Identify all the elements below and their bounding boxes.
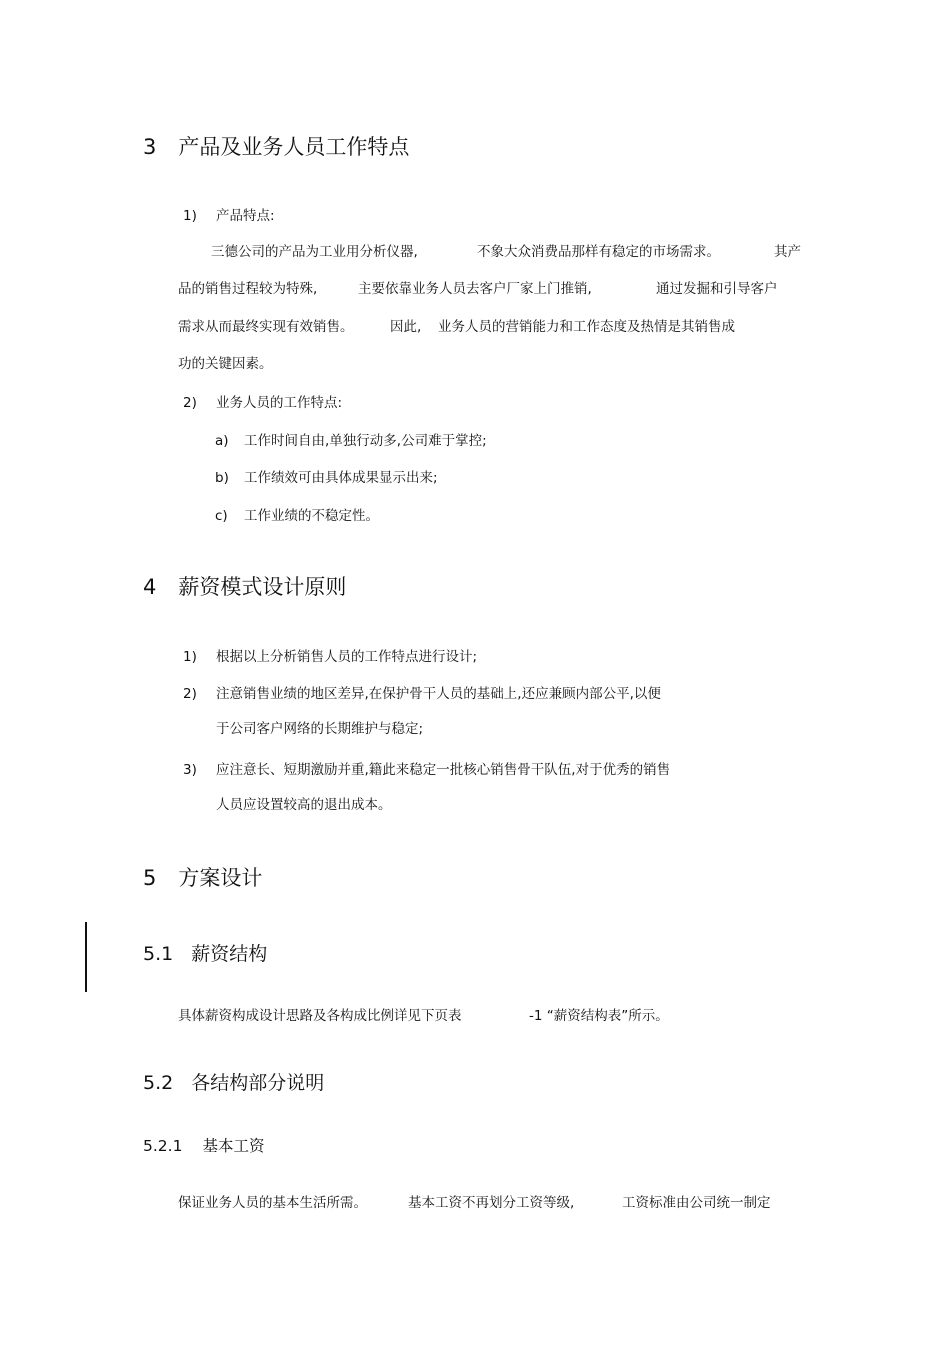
section-title: 薪资结构 [191,943,268,965]
section-title: 基本工资 [202,1137,265,1155]
item-number: 1) [183,649,197,665]
paragraph-line: 其产 [774,244,801,260]
item-text-continued: 人员应设置较高的退出成本。 [216,797,392,813]
section-number: 4 [143,575,157,599]
section-number: 5.2 [143,1072,174,1094]
section-number: 5.1 [143,943,174,965]
item-label: 业务人员的工作特点: [216,395,343,411]
section-number: 5.2.1 [143,1137,183,1155]
item-number: 2) [183,686,197,702]
paragraph-line: 具体薪资构成设计思路及各构成比例详见下页表 [178,1008,462,1024]
paragraph-line: 需求从而最终实现有效销售。 [178,319,354,335]
list-item-1 [183,204,275,224]
sub-item-a [215,429,487,449]
paragraph-line: 不象大众消费品那样有稳定的市场需求。 [477,244,720,260]
sub-item-text: 工作绩效可由具体成果显示出来; [244,470,438,486]
sub-item-b [215,466,438,486]
item-text: 应注意长、短期激励并重,籍此来稳定一批核心销售骨干队伍,对于优秀的销售 [216,762,671,778]
item-number: 2) [183,395,197,411]
list-item-2 [183,391,342,411]
section-title: 方案设计 [178,866,263,890]
item-number: 1) [183,208,197,224]
principle-item-2 [183,682,661,702]
section-5-1-heading [143,939,267,966]
paragraph-line: 业务人员的营销能力和工作态度及热情是其销售成 [438,319,735,335]
section-number: 5 [143,866,157,890]
section-title: 薪资模式设计原则 [178,575,347,599]
section-number: 3 [143,135,157,159]
section-4-heading [143,571,346,601]
paragraph-line: 品的销售过程较为特殊, [178,281,318,297]
item-label: 产品特点: [216,208,275,224]
paragraph-line: 因此, [390,319,422,335]
sub-item-letter: a) [215,433,229,449]
paragraph-line: 功的关键因素。 [178,356,273,372]
item-text-continued: 于公司客户网络的长期维护与稳定; [216,721,424,737]
paragraph-line: 通过发掘和引导客户 [656,281,778,297]
sub-item-letter: c) [215,508,228,524]
paragraph-line: 三德公司的产品为工业用分析仪器, [211,244,418,260]
section-title: 各结构部分说明 [191,1072,325,1094]
change-bar [85,922,87,992]
paragraph-line: 基本工资不再划分工资等级, [408,1195,575,1211]
section-5-2-1-heading [143,1134,264,1156]
principle-item-3 [183,758,670,778]
principle-item-1 [183,645,477,665]
sub-item-text: 工作时间自由,单独行动多,公司难于掌控; [244,433,487,449]
sub-item-letter: b) [215,470,229,486]
paragraph-line: -1 “薪资结构表”所示。 [529,1008,669,1024]
sub-item-text: 工作业绩的不稳定性。 [244,508,379,524]
section-5-2-heading [143,1068,324,1095]
item-number: 3) [183,762,197,778]
item-text: 根据以上分析销售人员的工作特点进行设计; [216,649,478,665]
paragraph-line: 保证业务人员的基本生活所需。 [178,1195,367,1211]
section-title: 产品及业务人员工作特点 [178,135,410,159]
sub-item-c [215,504,379,524]
paragraph-line: 工资标准由公司统一制定 [622,1195,771,1211]
item-text: 注意销售业绩的地区差异,在保护骨干人员的基础上,还应兼顾内部公平,以便 [216,686,661,702]
section-5-heading [143,862,262,892]
section-3-heading [143,131,409,161]
paragraph-line: 主要依靠业务人员去客户厂家上门推销, [358,281,592,297]
